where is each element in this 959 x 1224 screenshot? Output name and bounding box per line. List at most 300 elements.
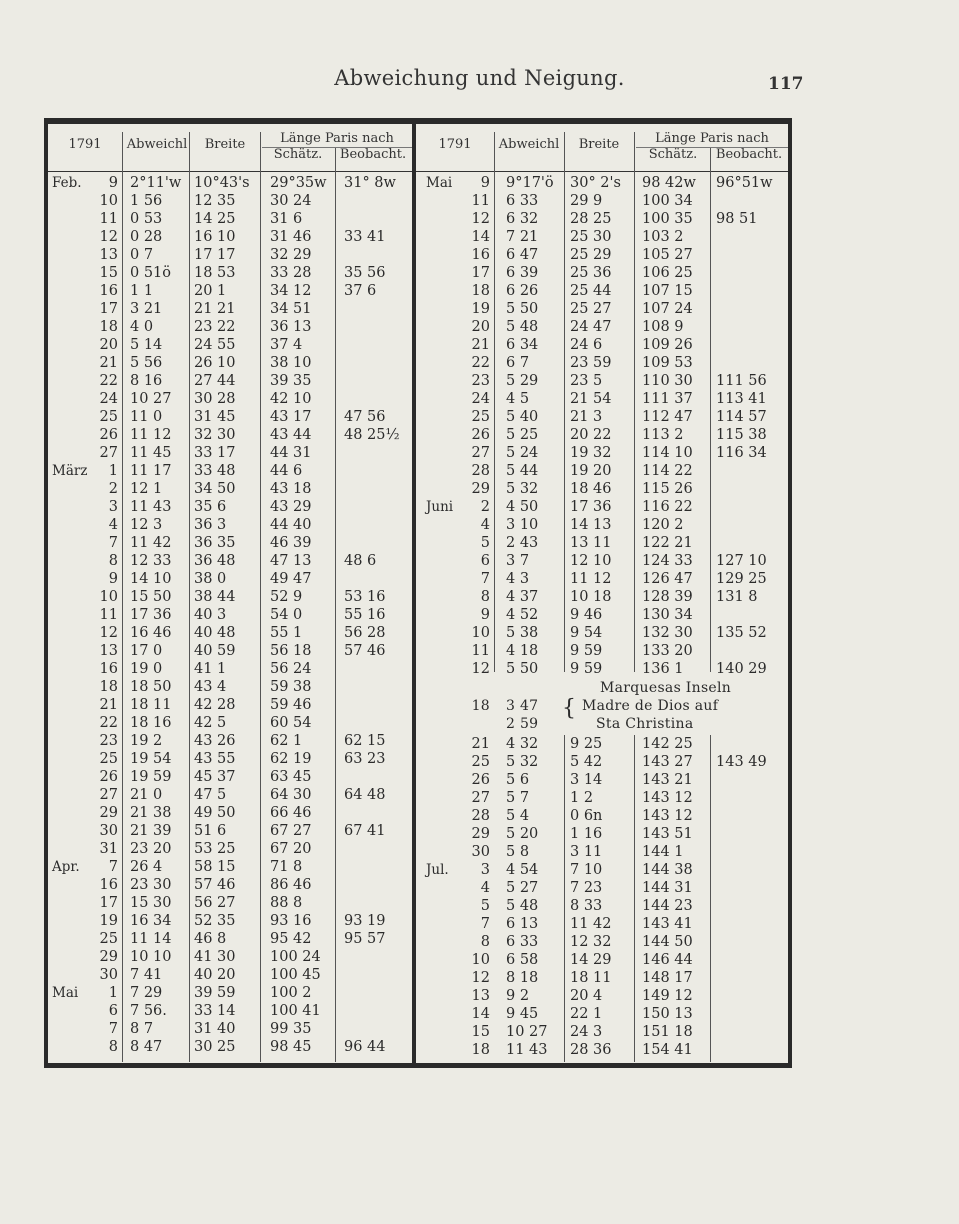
day-cell: 12: [471, 661, 490, 677]
day-cell: 17: [99, 301, 118, 317]
schatz-cell: 143 12: [642, 790, 693, 806]
abweich-cell: 19 0: [130, 661, 163, 677]
header-rule-right: [416, 171, 788, 172]
day-cell: 26: [99, 427, 118, 443]
abweich-cell: 6 32: [506, 211, 539, 227]
page-title: Abweichung und Neigung.: [334, 66, 625, 90]
day-cell: 7: [108, 859, 118, 875]
day-cell: 10: [471, 625, 490, 641]
schatz-cell: 112 47: [642, 409, 693, 425]
beobacht-cell: 115 38: [716, 427, 767, 443]
schatz-cell: 136 1: [642, 661, 684, 677]
day-cell: 25: [99, 751, 118, 767]
day-cell: 18: [99, 679, 118, 695]
breite-cell: 18 53: [194, 265, 236, 281]
schatz-cell: 100 41: [270, 1003, 321, 1019]
schatz-cell: 34 12: [270, 283, 312, 299]
breite-cell: 12 10: [570, 553, 612, 569]
day-cell: 4: [480, 880, 490, 896]
abweich-cell: 2°11'w: [130, 175, 182, 191]
abweich-cell: 5 32: [506, 481, 539, 497]
breite-cell: 43 55: [194, 751, 236, 767]
breite-cell: 20 4: [570, 988, 603, 1004]
abweich-cell: 21 38: [130, 805, 172, 821]
abweich-cell: 5 44: [506, 463, 539, 479]
schatz-cell: 64 30: [270, 787, 312, 803]
schatz-cell: 143 12: [642, 808, 693, 824]
day-cell: 28: [471, 463, 490, 479]
breite-cell: 49 50: [194, 805, 236, 821]
breite-cell: 31 40: [194, 1021, 236, 1037]
abweich-cell: 8 18: [506, 970, 539, 986]
abweich-cell: 7 21: [506, 229, 539, 245]
schatz-cell: 100 34: [642, 193, 693, 209]
breite-cell: 25 36: [570, 265, 612, 281]
beobacht-cell: 143 49: [716, 754, 767, 770]
schatz-cell: 111 37: [642, 391, 693, 407]
schatz-cell: 43 17: [270, 409, 312, 425]
abweich-cell: 11 42: [130, 535, 172, 551]
breite-cell: 10 18: [570, 589, 612, 605]
beobacht-cell: 127 10: [716, 553, 767, 569]
breite-cell: 24 55: [194, 337, 236, 353]
abweich-cell: 18 50: [130, 679, 172, 695]
schatz-cell: 46 39: [270, 535, 312, 551]
schatz-cell: 67 20: [270, 841, 312, 857]
schatz-cell: 59 46: [270, 697, 312, 713]
abweich-cell: 6 47: [506, 247, 539, 263]
abweich-cell: 11 14: [130, 931, 172, 947]
abweich-cell: 10 27: [506, 1024, 548, 1040]
breite-cell: 38 0: [194, 571, 227, 587]
beobacht-cell: 96°51w: [716, 175, 773, 191]
schatz-cell: 49 47: [270, 571, 312, 587]
day-cell: 19: [99, 913, 118, 929]
day-cell: 22: [471, 355, 490, 371]
breite-cell: 33 48: [194, 463, 236, 479]
breite-cell: 41 1: [194, 661, 227, 677]
breite-cell: 43 26: [194, 733, 236, 749]
day-cell: 21: [471, 736, 490, 752]
abweich-cell: 14 10: [130, 571, 172, 587]
abweich-cell: 4 54: [506, 862, 539, 878]
abweich-cell: 16 46: [130, 625, 172, 641]
col-line: [710, 735, 711, 1062]
day-cell: 25: [99, 931, 118, 947]
day-cell: 21: [471, 337, 490, 353]
day-cell: 12: [99, 229, 118, 245]
day-cell: 6: [108, 1003, 118, 1019]
schatz-cell: 44 31: [270, 445, 312, 461]
schatz-cell: 116 22: [642, 499, 693, 515]
day-cell: 25: [471, 409, 490, 425]
breite-cell: 38 44: [194, 589, 236, 605]
breite-cell: 28 36: [570, 1042, 612, 1058]
abweich-cell: 16 34: [130, 913, 172, 929]
schatz-cell: 114 22: [642, 463, 693, 479]
beobacht-cell: 135 52: [716, 625, 767, 641]
day-cell: 23: [471, 373, 490, 389]
breite-cell: 32 30: [194, 427, 236, 443]
schatz-cell: 108 9: [642, 319, 684, 335]
schatz-cell: 56 24: [270, 661, 312, 677]
beobacht-cell: 56 28: [344, 625, 386, 641]
breite-cell: 36 3: [194, 517, 227, 533]
breite-cell: 42 5: [194, 715, 227, 731]
breite-cell: 9 25: [570, 736, 603, 752]
schatz-cell: 103 2: [642, 229, 684, 245]
day-cell: 19: [471, 301, 490, 317]
day-cell: 12: [99, 625, 118, 641]
abweich-cell: 6 34: [506, 337, 539, 353]
day-cell: 16: [99, 661, 118, 677]
day-cell: 3: [108, 499, 118, 515]
day-cell: 10: [471, 952, 490, 968]
abweich-cell: 12 1: [130, 481, 163, 497]
note-day-18: 18: [471, 698, 490, 714]
header-year-left: 1791: [68, 137, 102, 152]
abweich-cell: 15 30: [130, 895, 172, 911]
col-line: [122, 132, 123, 1062]
schatz-cell: 36 13: [270, 319, 312, 335]
breite-cell: 40 20: [194, 967, 236, 983]
abweich-cell: 6 58: [506, 952, 539, 968]
schatz-cell: 33 28: [270, 265, 312, 281]
day-cell: 26: [471, 427, 490, 443]
schatz-cell: 143 51: [642, 826, 693, 842]
schatz-cell: 63 45: [270, 769, 312, 785]
breite-cell: 53 25: [194, 841, 236, 857]
schatz-cell: 107 24: [642, 301, 693, 317]
abweich-cell: 5 38: [506, 625, 539, 641]
day-cell: 11: [471, 643, 490, 659]
breite-cell: 9 46: [570, 607, 603, 623]
breite-cell: 3 14: [570, 772, 603, 788]
breite-cell: 14 25: [194, 211, 236, 227]
schatz-cell: 55 1: [270, 625, 303, 641]
breite-cell: 12 32: [570, 934, 612, 950]
day-cell: 10: [99, 589, 118, 605]
breite-cell: 29 9: [570, 193, 603, 209]
schatz-cell: 44 40: [270, 517, 312, 533]
breite-cell: 30 25: [194, 1039, 236, 1055]
day-cell: 20: [471, 319, 490, 335]
abweich-cell: 4 0: [130, 319, 154, 335]
abweich-cell: 6 39: [506, 265, 539, 281]
abweich-cell: 3 7: [506, 553, 530, 569]
schatz-cell: 100 45: [270, 967, 321, 983]
beobacht-cell: 62 15: [344, 733, 386, 749]
schatz-cell: 44 6: [270, 463, 303, 479]
schatz-cell: 86 46: [270, 877, 312, 893]
schatz-cell: 109 26: [642, 337, 693, 353]
beobacht-cell: 67 41: [344, 823, 386, 839]
day-cell: 30: [471, 844, 490, 860]
header-breite-left: Breite: [204, 137, 246, 152]
breite-cell: 16 10: [194, 229, 236, 245]
breite-cell: 10°43's: [194, 175, 250, 191]
abweich-cell: 3 21: [130, 301, 163, 317]
breite-cell: 25 30: [570, 229, 612, 245]
breite-cell: 9 59: [570, 661, 603, 677]
day-cell: 7: [108, 1021, 118, 1037]
schatz-cell: 56 18: [270, 643, 312, 659]
abweich-cell: 4 3: [506, 571, 530, 587]
day-cell: 18: [99, 319, 118, 335]
abweich-cell: 9 2: [506, 988, 530, 1004]
day-cell: 15: [471, 1024, 490, 1040]
schatz-cell: 71 8: [270, 859, 303, 875]
abweich-cell: 5 48: [506, 319, 539, 335]
breite-cell: 3 11: [570, 844, 603, 860]
breite-cell: 28 25: [570, 211, 612, 227]
col-line: [260, 132, 261, 1062]
day-cell: 24: [99, 391, 118, 407]
schatz-cell: 122 21: [642, 535, 693, 551]
header-rule-left: [48, 171, 412, 172]
col-line: [564, 132, 565, 672]
breite-cell: 36 48: [194, 553, 236, 569]
schatz-cell: 144 38: [642, 862, 693, 878]
schatz-cell: 120 2: [642, 517, 684, 533]
schatz-cell: 38 10: [270, 355, 312, 371]
schatz-cell: 100 35: [642, 211, 693, 227]
abweich-cell: 6 33: [506, 934, 539, 950]
day-cell: 29: [471, 826, 490, 842]
day-cell: 27: [99, 787, 118, 803]
beobacht-cell: 131 8: [716, 589, 758, 605]
abweich-cell: 1 56: [130, 193, 163, 209]
abweich-cell: 8 7: [130, 1021, 154, 1037]
breite-cell: 43 4: [194, 679, 227, 695]
day-cell: 2: [108, 481, 118, 497]
abweich-cell: 17 0: [130, 643, 163, 659]
day-cell: 14: [471, 1006, 490, 1022]
day-cell: 7: [480, 571, 490, 587]
month-cell: März: [52, 463, 88, 479]
abweich-cell: 15 50: [130, 589, 172, 605]
day-cell: 11: [99, 211, 118, 227]
beobacht-cell: 33 41: [344, 229, 386, 245]
schatz-cell: 149 12: [642, 988, 693, 1004]
abweich-cell: 5 7: [506, 790, 530, 806]
schatz-cell: 154 41: [642, 1042, 693, 1058]
abweich-cell: 11 0: [130, 409, 163, 425]
day-cell: 24: [471, 391, 490, 407]
brace-icon: {: [562, 696, 576, 721]
day-cell: 17: [99, 895, 118, 911]
schatz-cell: 144 23: [642, 898, 693, 914]
day-cell: 16: [99, 877, 118, 893]
schatz-cell: 66 46: [270, 805, 312, 821]
abweich-cell: 5 4: [506, 808, 530, 824]
abweich-cell: 23 30: [130, 877, 172, 893]
schatz-cell: 113 2: [642, 427, 684, 443]
abweich-cell: 5 20: [506, 826, 539, 842]
schatz-cell: 100 24: [270, 949, 321, 965]
day-cell: 4: [480, 517, 490, 533]
beobacht-cell: 114 57: [716, 409, 767, 425]
schatz-cell: 43 44: [270, 427, 312, 443]
col-line: [634, 132, 635, 672]
beobacht-cell: 55 16: [344, 607, 386, 623]
abweich-cell: 7 41: [130, 967, 163, 983]
schatz-cell: 146 44: [642, 952, 693, 968]
abweich-cell: 7 29: [130, 985, 163, 1001]
breite-cell: 26 10: [194, 355, 236, 371]
schatz-cell: 144 1: [642, 844, 684, 860]
schatz-cell: 99 35: [270, 1021, 312, 1037]
day-cell: 12: [471, 970, 490, 986]
schatz-cell: 59 38: [270, 679, 312, 695]
schatz-cell: 109 53: [642, 355, 693, 371]
abweich-cell: 11 43: [506, 1042, 548, 1058]
beobacht-cell: 37 6: [344, 283, 377, 299]
day-cell: 30: [99, 967, 118, 983]
day-cell: 8: [480, 589, 490, 605]
beobacht-cell: 64 48: [344, 787, 386, 803]
beobacht-cell: 35 56: [344, 265, 386, 281]
schatz-cell: 34 51: [270, 301, 312, 317]
breite-cell: 24 3: [570, 1024, 603, 1040]
day-cell: 28: [471, 808, 490, 824]
abweich-cell: 18 11: [130, 697, 172, 713]
abweich-cell: 5 14: [130, 337, 163, 353]
schatz-cell: 132 30: [642, 625, 693, 641]
abweich-cell: 0 51ö: [130, 265, 172, 281]
day-cell: 18: [471, 1042, 490, 1058]
breite-cell: 34 50: [194, 481, 236, 497]
breite-cell: 30° 2's: [570, 175, 621, 191]
day-cell: 22: [99, 715, 118, 731]
abweich-cell: 17 36: [130, 607, 172, 623]
schatz-cell: 98 42w: [642, 175, 696, 191]
schatz-cell: 95 42: [270, 931, 312, 947]
day-cell: 30: [99, 823, 118, 839]
schatz-cell: 143 41: [642, 916, 693, 932]
breite-cell: 14 13: [570, 517, 612, 533]
abweich-cell: 0 7: [130, 247, 154, 263]
breite-cell: 56 27: [194, 895, 236, 911]
abweich-cell: 5 50: [506, 661, 539, 677]
header-laenge-right: Länge Paris nach: [655, 131, 769, 146]
day-cell: 17: [471, 265, 490, 281]
beobacht-cell: 111 56: [716, 373, 767, 389]
schatz-cell: 93 16: [270, 913, 312, 929]
center-divider: [412, 124, 416, 1064]
day-cell: 15: [99, 265, 118, 281]
breite-cell: 18 46: [570, 481, 612, 497]
abweich-cell: 8 47: [130, 1039, 163, 1055]
breite-cell: 23 5: [570, 373, 603, 389]
breite-cell: 1 2: [570, 790, 594, 806]
abweich-cell: 5 56: [130, 355, 163, 371]
abweich-cell: 4 50: [506, 499, 539, 515]
day-cell: 12: [471, 211, 490, 227]
day-cell: 5: [480, 535, 490, 551]
schatz-cell: 43 29: [270, 499, 312, 515]
breite-cell: 7 23: [570, 880, 603, 896]
schatz-cell: 124 33: [642, 553, 693, 569]
day-cell: 5: [480, 898, 490, 914]
day-cell: 1: [108, 463, 118, 479]
breite-cell: 30 28: [194, 391, 236, 407]
header-year-right: 1791: [438, 137, 472, 152]
note-abweich-2: 2 59: [506, 716, 539, 732]
day-cell: 31: [99, 841, 118, 857]
beobacht-cell: 116 34: [716, 445, 767, 461]
abweich-cell: 19 2: [130, 733, 163, 749]
breite-cell: 12 35: [194, 193, 236, 209]
breite-cell: 19 32: [570, 445, 612, 461]
day-cell: 9: [108, 175, 118, 191]
schatz-cell: 31 6: [270, 211, 303, 227]
day-cell: 9: [108, 571, 118, 587]
day-cell: 23: [99, 733, 118, 749]
breite-cell: 35 6: [194, 499, 227, 515]
note-madre: Madre de Dios auf: [582, 698, 719, 714]
month-cell: Apr.: [52, 859, 80, 875]
month-cell: Feb.: [52, 175, 82, 191]
abweich-cell: 5 32: [506, 754, 539, 770]
breite-cell: 41 30: [194, 949, 236, 965]
schatz-cell: 150 13: [642, 1006, 693, 1022]
day-cell: 13: [471, 988, 490, 1004]
day-cell: 29: [99, 805, 118, 821]
abweich-cell: 6 33: [506, 193, 539, 209]
col-line: [564, 735, 565, 1062]
abweich-cell: 11 43: [130, 499, 172, 515]
beobacht-cell: 95 57: [344, 931, 386, 947]
col-line: [634, 735, 635, 1062]
schatz-cell: 133 20: [642, 643, 693, 659]
page-number: 117: [768, 74, 804, 94]
header-beobacht-left: Beobacht.: [339, 147, 407, 162]
header-breite-right: Breite: [578, 137, 620, 152]
breite-cell: 52 35: [194, 913, 236, 929]
abweich-cell: 1 1: [130, 283, 154, 299]
abweich-cell: 5 29: [506, 373, 539, 389]
day-cell: 18: [471, 283, 490, 299]
day-cell: 14: [471, 229, 490, 245]
beobacht-cell: 57 46: [344, 643, 386, 659]
breite-cell: 40 48: [194, 625, 236, 641]
breite-cell: 42 28: [194, 697, 236, 713]
abweich-cell: 9°17'ö: [506, 175, 554, 191]
day-cell: 20: [99, 337, 118, 353]
day-cell: 4: [108, 517, 118, 533]
abweich-cell: 4 37: [506, 589, 539, 605]
schatz-cell: 143 21: [642, 772, 693, 788]
breite-cell: 36 35: [194, 535, 236, 551]
beobacht-cell: 53 16: [344, 589, 386, 605]
col-line: [189, 132, 190, 1062]
day-cell: 27: [99, 445, 118, 461]
day-cell: 25: [99, 409, 118, 425]
abweich-cell: 2 43: [506, 535, 539, 551]
abweich-cell: 19 59: [130, 769, 172, 785]
day-cell: 13: [99, 247, 118, 263]
schatz-cell: 29°35w: [270, 175, 327, 191]
schatz-cell: 142 25: [642, 736, 693, 752]
schatz-cell: 42 10: [270, 391, 312, 407]
breite-cell: 1 16: [570, 826, 603, 842]
beobacht-cell: 140 29: [716, 661, 767, 677]
month-cell: Juni: [426, 499, 454, 515]
breite-cell: 9 54: [570, 625, 603, 641]
schatz-cell: 54 0: [270, 607, 303, 623]
abweich-cell: 10 10: [130, 949, 172, 965]
